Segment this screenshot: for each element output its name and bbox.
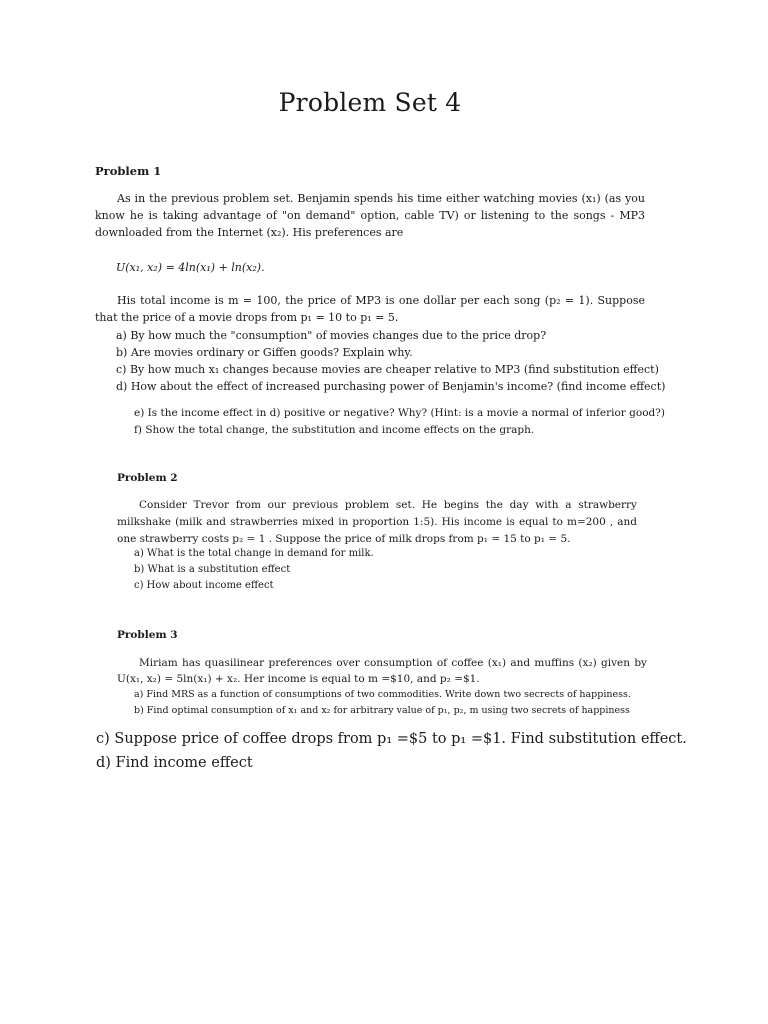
problem-1-question-c: c) By how much x₁ changes because movies are cheaper relative to MP3 (find substitution effect): [116, 363, 659, 376]
problem-2-question-c: c) How about income effect: [134, 580, 274, 591]
problem-2-question-a: a) What is the total change in demand for milk.: [134, 548, 374, 559]
problem-2-intro: Consider Trevor from our previous problem set. He begins the day with a strawberry milkshake (milk and strawberries mixed in proportion 1:5). His income is equal to m=200 , and one strawberry costs p₂ = 1 . Suppose the price of milk drops from p₁ = 15 to p₁ = 5.: [117, 499, 637, 545]
problem-1-intro: As in the previous problem set. Benjamin spends his time either watching movies (x₁) (as you know he is taking advantage of "on demand" option, cable TV) or listening to the songs - MP3 downloaded from the Internet (x₂). His preferences are: [95, 192, 645, 239]
problem-3-question-a: a) Find MRS as a function of consumptions of two commodities. Write down two secrects of happiness.: [134, 689, 631, 700]
problem-1-heading: Problem 1: [95, 164, 162, 178]
problem-3-question-c: c) Suppose price of coffee drops from p₁ =$5 to p₁ =$1. Find substitution effect.: [96, 731, 687, 747]
problem-3-question-b: b) Find optimal consumption of x₁ and x₂ for arbitrary value of p₁, p₂, m using two secrets of happiness: [134, 705, 630, 716]
page-title: Problem Set 4: [278, 88, 462, 117]
problem-1-question-f: f) Show the total change, the substitution and income effects on the graph.: [134, 424, 535, 436]
problem-1-utility: U(x₁, x₂) = 4ln(x₁) + ln(x₂).: [116, 261, 265, 274]
problem-1-income-text: His total income is m = 100, the price of MP3 is one dollar per each song (p₂ = 1). Suppose that the price of a movie drops from p₁ = 10 to p₁ = 5.: [95, 294, 645, 324]
problem-1-question-a: a) By how much the "consumption" of movies changes due to the price drop?: [116, 329, 547, 342]
problem-2-heading: Problem 2: [117, 472, 178, 484]
problem-1-question-d: d) How about the effect of increased purchasing power of Benjamin's income? (find income effect): [116, 380, 666, 393]
problem-1-question-e: e) Is the income effect in d) positive or negative? Why? (Hint: is a movie a normal of inferior good?): [134, 407, 665, 419]
problem-3-question-d: d) Find income effect: [96, 755, 253, 771]
problem-2-question-b: b) What is a substitution effect: [134, 564, 291, 575]
problem-1-question-b: b) Are movies ordinary or Giffen goods? Explain why.: [116, 346, 413, 359]
problem-3-heading: Problem 3: [117, 629, 178, 641]
problem-3-intro: Miriam has quasilinear preferences over consumption of coffee (x₁) and muffins (x₂) given by U(x₁, x₂) = 5ln(x₁) + x₂. Her income is equal to m =$10, and p₂ =$1.: [117, 657, 647, 685]
